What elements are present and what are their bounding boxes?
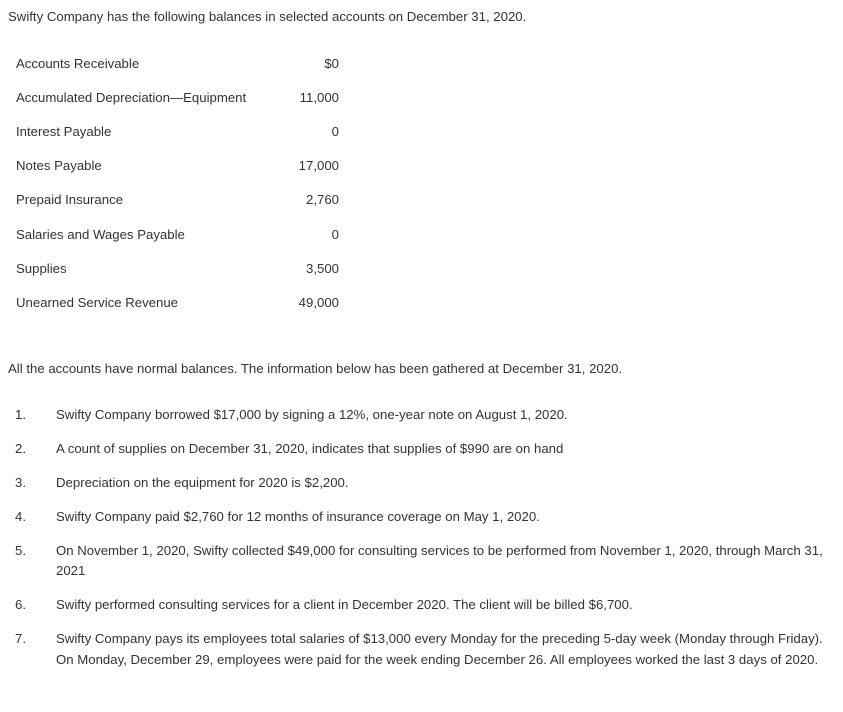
item-number: 4. [15, 508, 26, 524]
table-row [16, 46, 339, 80]
item-number: 1. [15, 406, 26, 422]
account-balances-table [16, 46, 339, 320]
account-amount: 17,000 [298, 158, 339, 174]
account-amount: 3,500 [305, 260, 339, 276]
item-text: Swifty performed consulting services for a client in December 2020. The client will be billed $6,700. [56, 597, 633, 612]
item-number: 7. [15, 631, 26, 646]
table-row [16, 149, 339, 183]
account-name: Salaries and Wages Payable [16, 226, 185, 242]
item-number: 3. [15, 474, 26, 490]
list-item [15, 398, 830, 432]
table-row [16, 285, 339, 319]
item-number: 2. [15, 440, 26, 456]
account-name: Notes Payable [16, 158, 102, 174]
item-text: On November 1, 2020, Swifty collected $49,000 for consulting services to be performed from November 1, 2020, through March 31, 2021 [56, 542, 823, 578]
item-number: 6. [15, 597, 26, 612]
table-row [16, 114, 339, 148]
account-amount: 11,000 [299, 89, 339, 105]
item-number: 5. [15, 542, 26, 558]
table-row [16, 183, 339, 217]
item-text: Swifty Company borrowed $17,000 by signing a 12%, one-year note on August 1, 2020. [56, 406, 568, 422]
table-row [16, 217, 339, 251]
list-item [15, 589, 830, 623]
list-item [15, 500, 830, 534]
account-amount: 2,760 [305, 192, 339, 208]
table-row [16, 80, 339, 114]
account-name: Unearned Service Revenue [16, 294, 179, 310]
list-item [15, 534, 830, 589]
item-text: Swifty Company pays its employees total salaries of $13,000 every Monday for the preceding 5-day week (Monday through Friday). On Monday, December 29, employees were paid for the week ending December 26. All employees worked the last 3 days of 2020. [56, 631, 823, 667]
account-name: Accounts Receivable [16, 55, 140, 71]
intro-text: Swifty Company has the following balances in selected accounts on December 31, 2020. [8, 9, 527, 24]
information-intro-text: All the accounts have normal balances. The information below has been gathered at December 31, 2020. [8, 361, 623, 376]
list-item [15, 623, 830, 678]
item-text: A count of supplies on December 31, 2020, indicates that supplies of $990 are on hand [56, 440, 564, 456]
table-row [16, 251, 339, 285]
account-name: Supplies [16, 260, 67, 276]
list-item [15, 466, 830, 500]
account-amount: 49,000 [298, 294, 339, 310]
list-item [15, 432, 830, 466]
account-amount: 0 [331, 123, 339, 139]
item-text: Depreciation on the equipment for 2020 is $2,200. [56, 474, 349, 490]
account-name: Interest Payable [16, 123, 112, 139]
account-name: Accumulated Depreciation—Equipment [16, 89, 247, 105]
information-list [15, 398, 830, 677]
item-text: Swifty Company paid $2,760 for 12 months of insurance coverage on May 1, 2020. [56, 508, 540, 524]
account-amount: $0 [324, 55, 339, 71]
account-name: Prepaid Insurance [16, 192, 124, 208]
account-amount: 0 [331, 226, 339, 242]
